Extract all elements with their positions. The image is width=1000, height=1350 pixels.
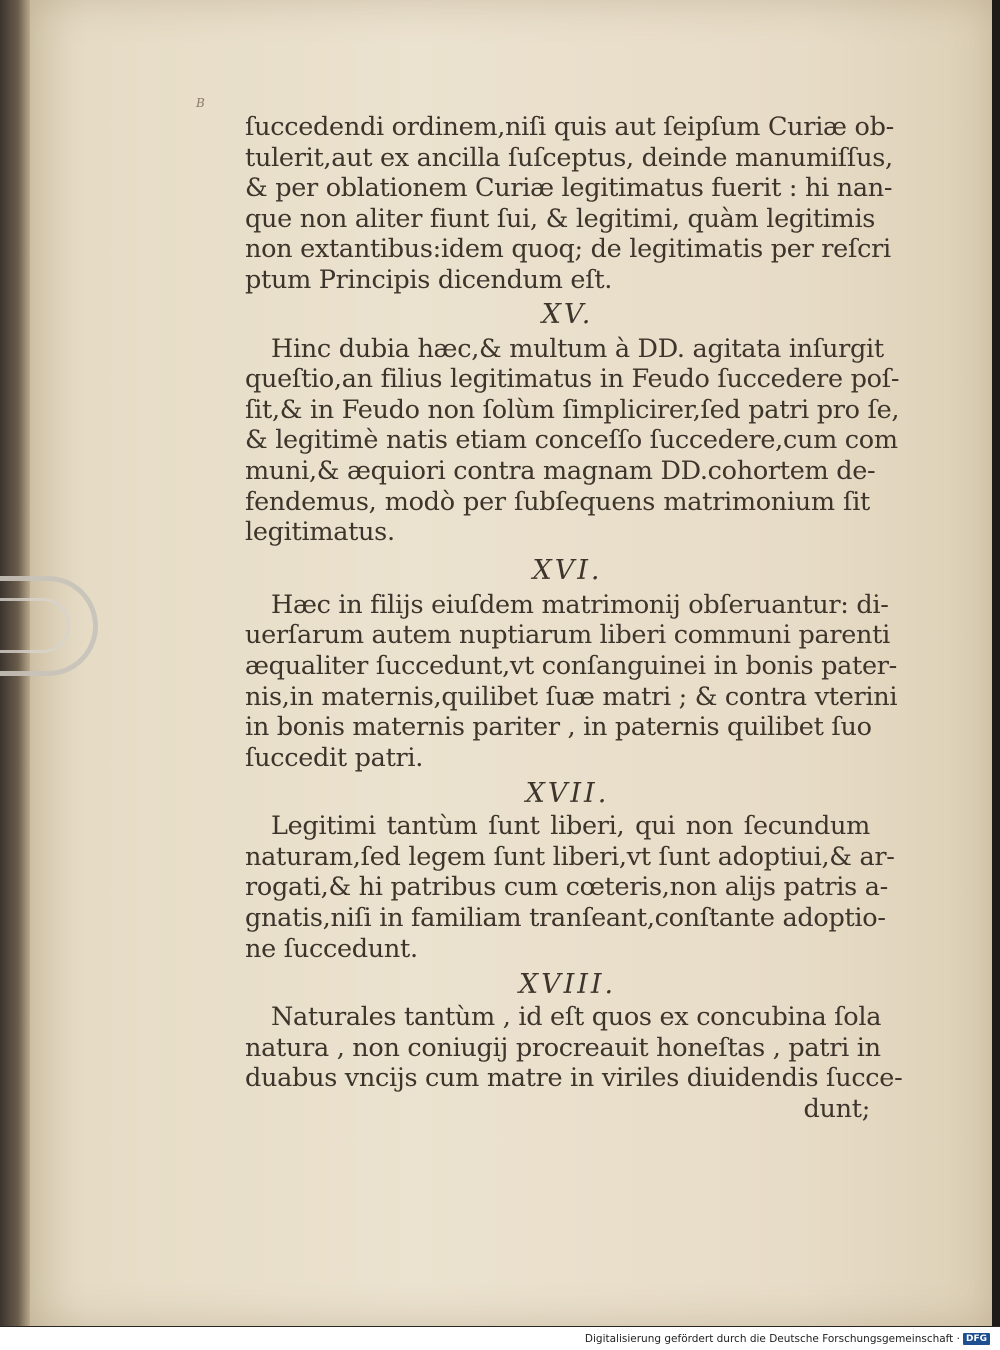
text-line: in bonis maternis pariter , in paternis quilibet ſuo [245, 712, 872, 743]
text-line: non extantibus:idem quoq; de legitimatis per reſcri [245, 234, 891, 265]
footer-credit-text: Digitalisierung gefördert durch die Deutsche Forschungsgemeinschaft · [584, 1332, 960, 1345]
text-line: muni,& æquiori contra magnam DD.cohortem de- [245, 455, 876, 486]
signature-mark: B [196, 96, 205, 110]
text-line: ptum Principis dicendum eſt. [245, 264, 613, 295]
page-right-edge [992, 0, 1000, 1326]
text-line: fendemus, modò per ſubſequens matrimonium ſit [245, 486, 870, 517]
section-heading: XV. [541, 298, 594, 330]
text-line: que non aliter fiunt ſui, & legitimi, quàm legitimis [245, 203, 876, 234]
text-line: & per oblationem Curiæ legitimatus fuerit : hi nan- [245, 173, 893, 204]
text-line: gnatis,niſi in familiam tranſeant,conſtante adoptio- [245, 903, 886, 934]
text-line: duabus vncijs cum matre in viriles diuidendis ſucce- [245, 1063, 903, 1094]
text-line: tulerit,aut ex ancilla ſuſceptus, deinde manumiſſus, [245, 142, 893, 173]
text-line: æqualiter ſuccedunt,vt conſanguinei in bonis pater- [245, 650, 897, 681]
text-line: Naturales tantùm , id eſt quos ex concubina ſola [271, 1002, 882, 1033]
text-line: Legitimi tantùm ſunt liberi, qui non ſecundum [271, 811, 870, 842]
text-line: rogati,& hi patribus cum cœteris,non alijs patris a- [245, 872, 888, 903]
text-line: ſuccedendi ordinem,niſi quis aut ſeipſum Curiæ ob- [245, 112, 894, 142]
text-line: ſuccedit patri. [245, 742, 424, 773]
text-line: Hæc in filijs eiuſdem matrimonij obſeruantur: di- [271, 589, 889, 620]
text-line: dunt; [803, 1094, 870, 1125]
text-line: legitimatus. [245, 517, 395, 548]
section-heading: XVII. [525, 778, 610, 810]
text-line: ſit,& in Feudo non ſolùm ſimplicirer,ſed patri pro ſe, [245, 394, 900, 425]
text-line: ne ſuccedunt. [245, 933, 418, 964]
text-line: natura , non coniugij procreauit honeſtas , patri in [245, 1032, 881, 1063]
text-line: nis,in maternis,quilibet ſuæ matri ; & contra vterini [245, 681, 898, 712]
text-line: Hinc dubia hæc,& multum à DD. agitata inſurgit [271, 333, 884, 364]
footer-credit-bar [0, 1327, 1000, 1350]
dfg-logo: DFG [963, 1333, 990, 1345]
page-body-text [245, 112, 903, 1125]
section-heading: XVIII. [518, 969, 617, 1001]
text-line: uerſarum autem nuptiarum liberi communi parenti [245, 620, 890, 651]
section-heading: XVI. [532, 554, 603, 586]
text-line: & legitimè natis etiam conceſſo ſuccedere,cum com [245, 425, 898, 456]
text-line: queſtio,an filius legitimatus in Feudo ſuccedere poſ- [245, 364, 900, 395]
text-line: naturam,ſed legem ſunt liberi,vt ſunt adoptiui,& ar- [245, 841, 895, 872]
paper-clip-inner [0, 598, 70, 653]
